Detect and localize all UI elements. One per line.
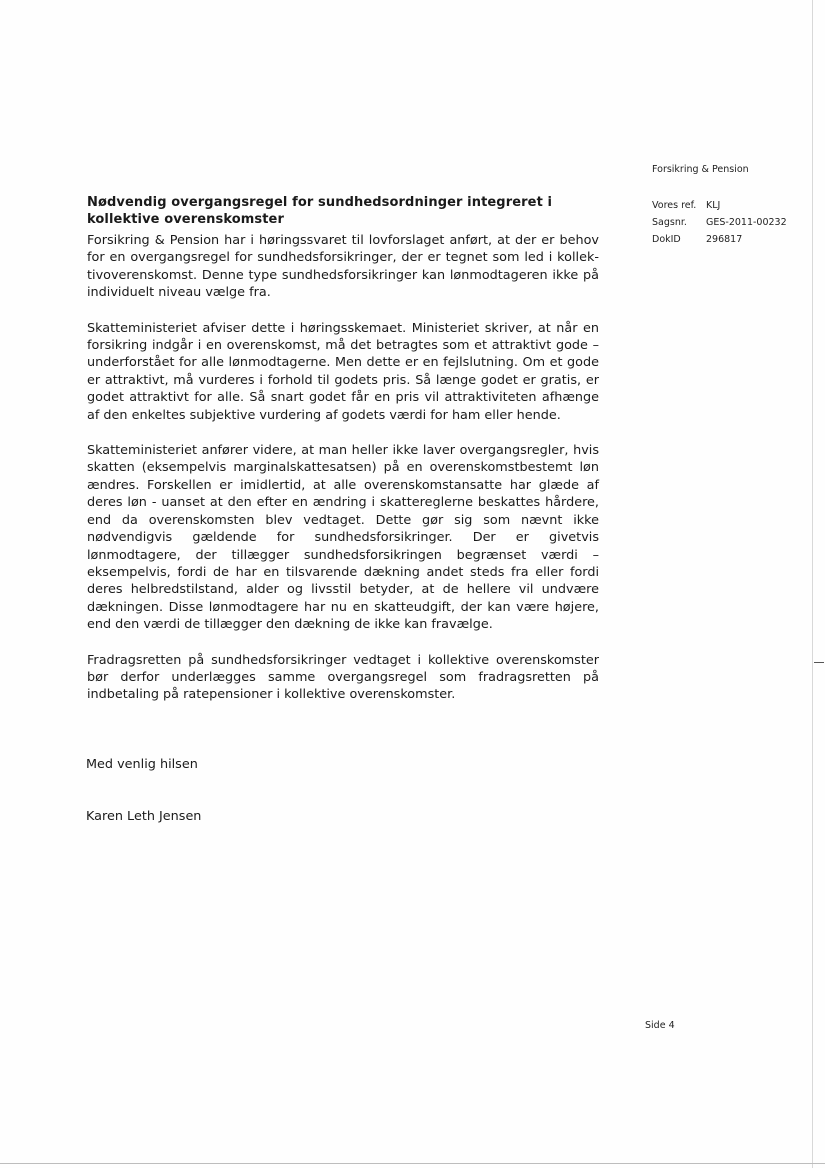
scan-fold-mark bbox=[814, 662, 824, 663]
paragraph-4: Fradragsretten på sundhedsforsikringer vedtaget i kollektive overenskomster bør derfor underlægges samme overgangsregel som fradragsretten på indbetaling på ratepensioner i kollektive overenskomster. bbox=[87, 652, 599, 703]
reference-row-ref bbox=[652, 197, 787, 214]
paragraph-1: Forsikring & Pension har i høringssvaret til lovforslaget anført, at der er behov for en overgangsregel for sundhedsforsikringer, der er tegnet som led i kollektivoverenskomst. Denne type sundhedsforsikringer kan lønmodtageren ikke på individuelt niveau vælge fra. bbox=[87, 233, 599, 301]
letter-body bbox=[87, 194, 599, 722]
page-number: Side 4 bbox=[645, 1020, 675, 1031]
scan-edge-bottom bbox=[0, 1163, 825, 1164]
paragraph-3: Skatteministeriet anfører videre, at man heller ikke laver overgangsregler, hvis skatten (eksempelvis marginalskattesatsen) på en overenskomstbestemt løn ændres. Forskellen er imidlertid, at alle overenskomstansatte har glæde af deres løn - uanset at den efter en ændring i skattereglerne beskattes hårdere, end da overenskomsten blev vedtaget. Dette gør sig som nævnt ikke nødvendigvis gældende for sundhedsforsikringer. Der er givetvis lønmodtagere, der tillægger sundhedsforsikringen begrænset værdi – eksempelvis, fordi de har en tilsvarende dækning andet steds fra eller fordi deres helbredstilstand, alder og livsstil betyder, at de hellere vil undvære dækningen. Disse lønmodtagere har nu en skatteudgift, der kan være højere, end den værdi de tillægger den dækning de ikke kan fravælge. bbox=[87, 443, 599, 633]
doc-id-value: 296817 bbox=[706, 234, 743, 245]
case-number-value: GES-2011-00232 bbox=[706, 217, 787, 228]
section-heading: Nødvendig overgangsregel for sundhedsordninger integreret i kollektive overenskomster bbox=[87, 195, 553, 227]
case-number-label: Sagsnr. bbox=[652, 217, 687, 228]
reference-value: KLJ bbox=[706, 200, 721, 211]
reference-row-docid bbox=[652, 231, 787, 248]
company-name: Forsikring & Pension bbox=[652, 164, 749, 175]
doc-id-label: DokID bbox=[652, 234, 681, 245]
scan-edge-right bbox=[812, 0, 813, 1168]
signature-name: Karen Leth Jensen bbox=[86, 809, 202, 824]
reference-row-case bbox=[652, 214, 787, 231]
closing-salutation: Med venlig hilsen bbox=[86, 757, 198, 772]
reference-label: Vores ref. bbox=[652, 200, 697, 211]
paragraph-2: Skatteministeriet afviser dette i høringsskemaet. Ministeriet skriver, at når en forsikring indgår i en overenskomst, må det betragtes som et attraktivt gode – underforstået for alle lønmodtagerne. Men dette er en fejlslutning. Om et gode er attraktivt, må vurderes i forhold til godets pris. Så længe godet er gratis, er godet attraktivt for alle. Så snart godet får en pris vil attraktiviteten afhænge af den enkeltes subjektive vurdering af godets værdi for ham eller hende. bbox=[87, 320, 599, 423]
reference-block bbox=[652, 197, 787, 248]
